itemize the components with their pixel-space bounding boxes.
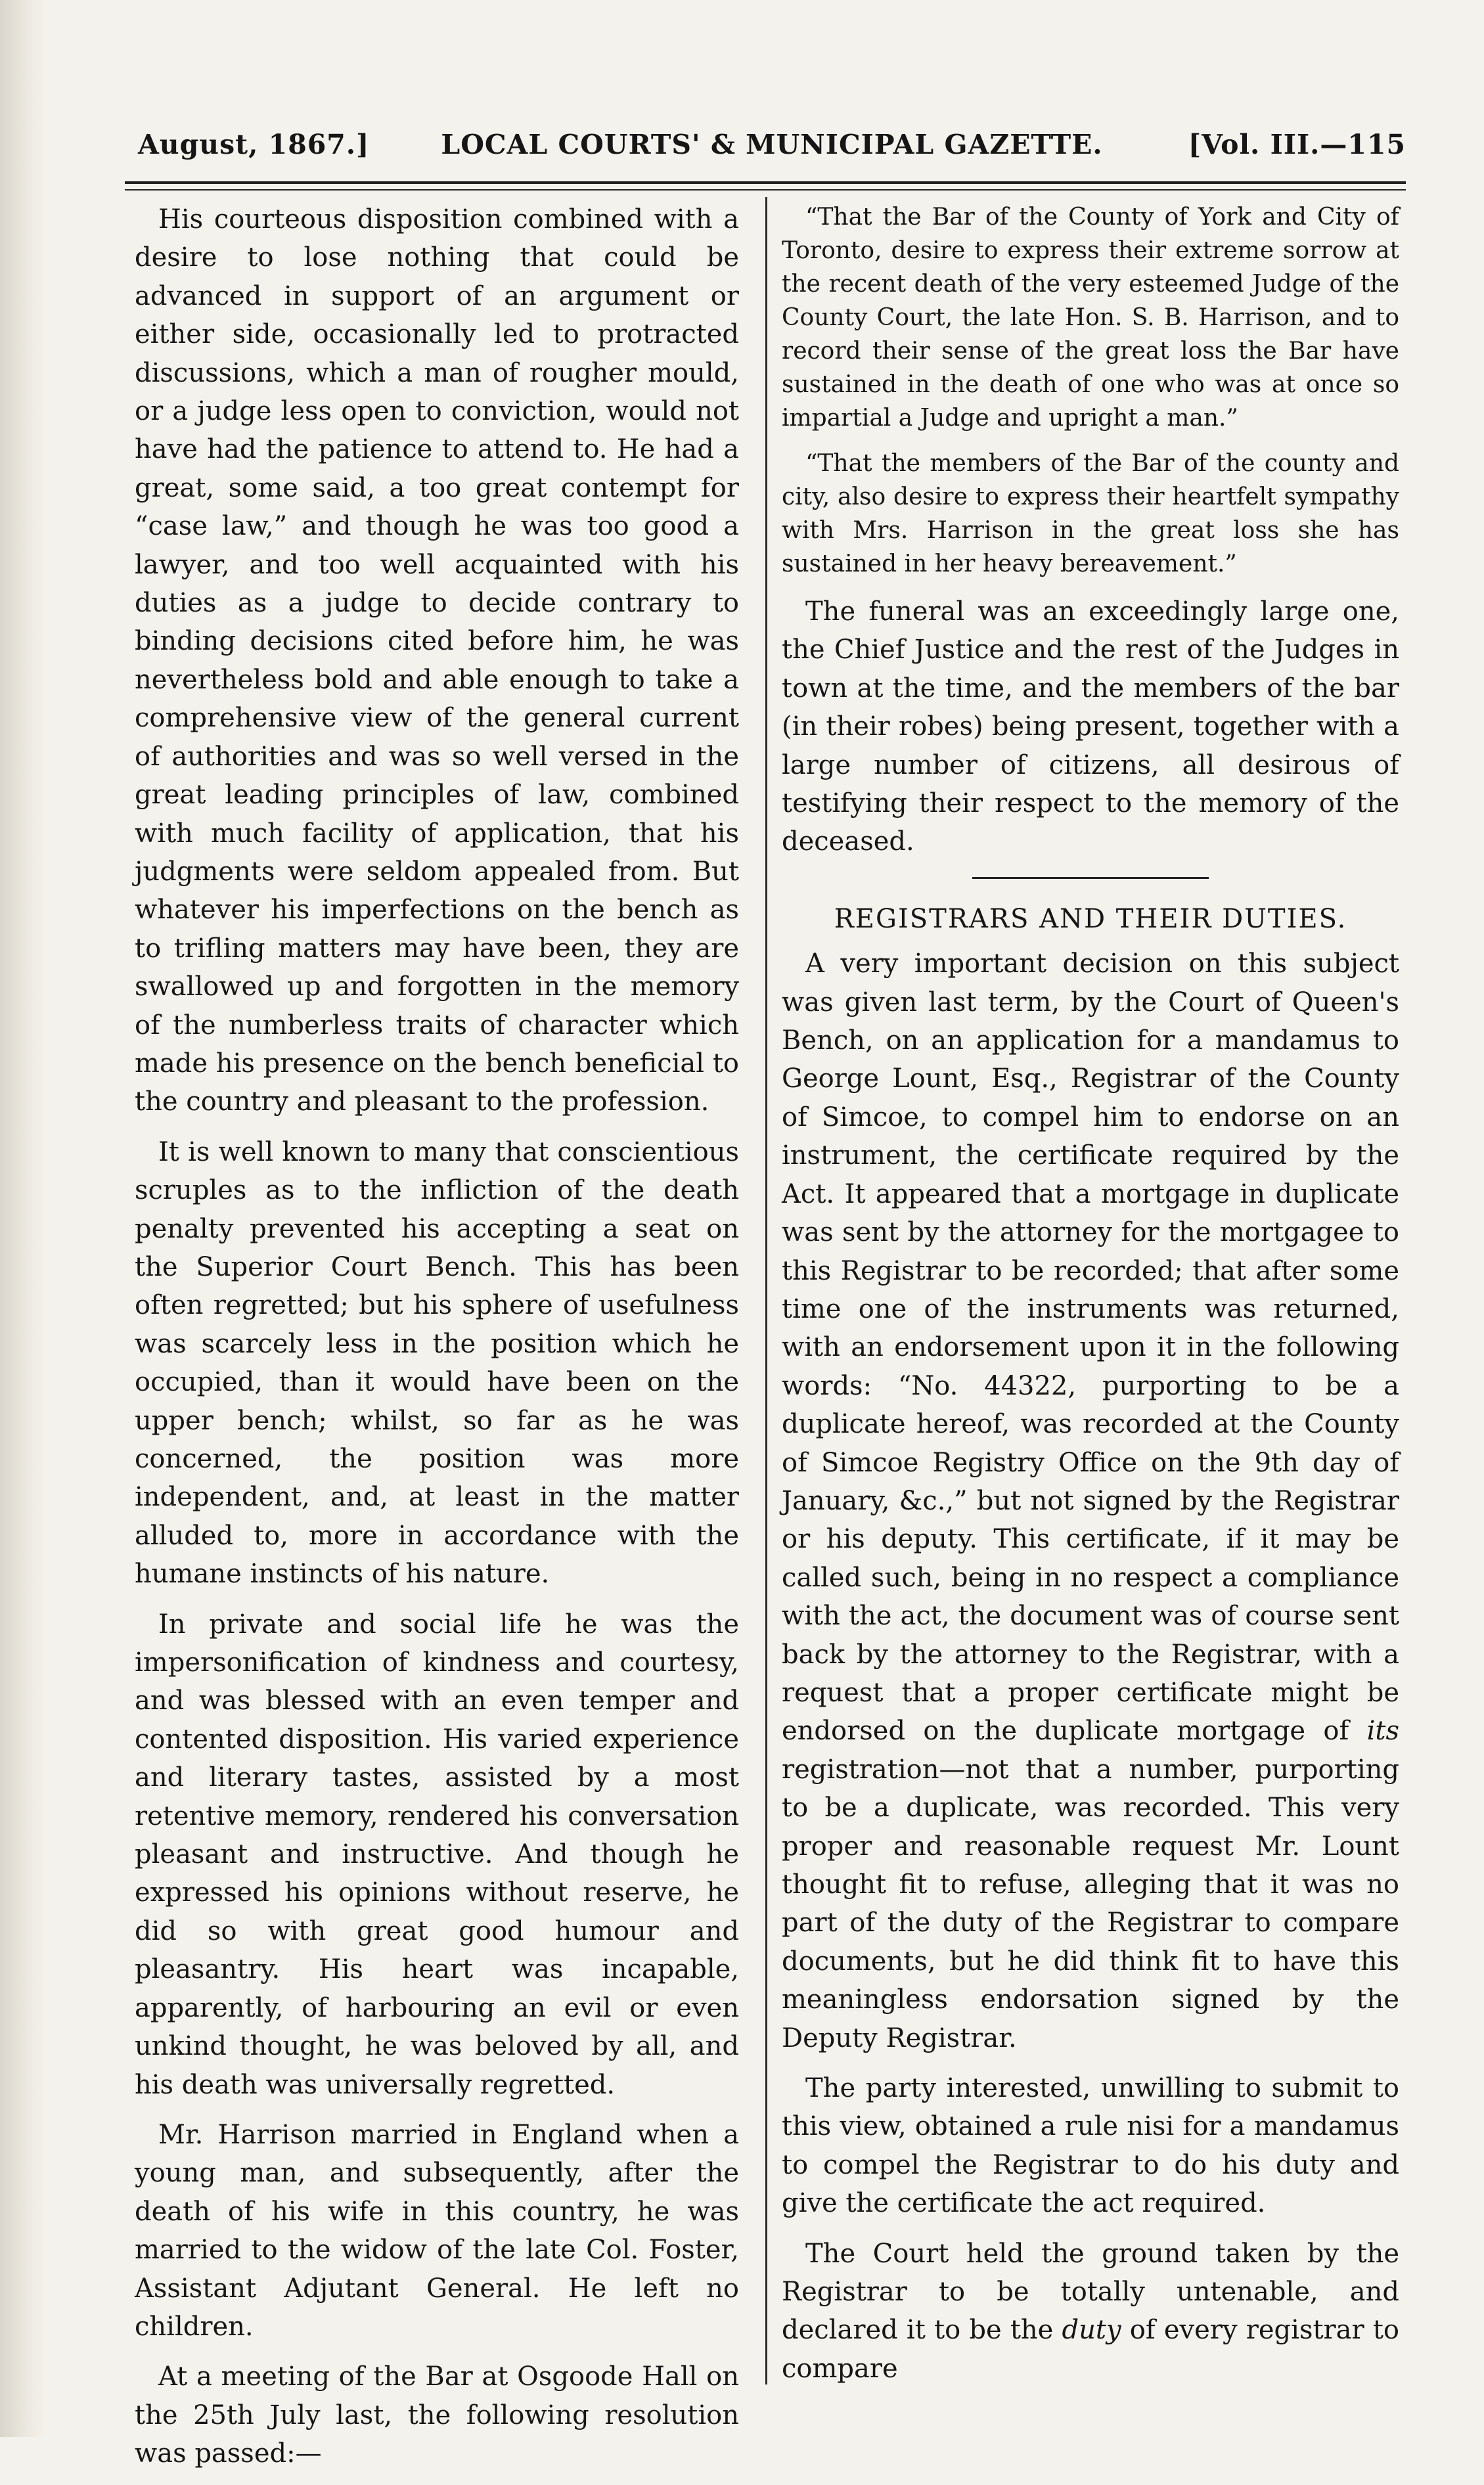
header-rule-thick: [125, 181, 1406, 184]
registrars-paragraph-3: [782, 2235, 1399, 2388]
left-paragraph-2: It is well known to many that conscientious scruples as to the infliction of the death penalty prevented his accepting a seat on the Superior Court Bench. This has been often regretted; but his sphere of usefulness was scarcely less in the position which he occupied, than it would have been on the upper bench; whilst, so far as he was concerned, the position was more independent, and, at least in the matter alluded to, more in accordance with the humane instincts of his nature.: [135, 1136, 739, 1590]
registrars-paragraph-1-end: registration—not that a number, purporting to be a duplicate, was recorded. This very proper and reasonable request Mr. Lount thought fit to refuse, alleging that it was no part of the duty of the Registrar to compare documents, but he did think fit to have this meaningless endorsation signed by the Deputy Registrar.: [782, 1754, 1399, 2053]
registrars-paragraph-1-italic: its: [1366, 1716, 1399, 1747]
left-paragraph-3: In private and social life he was the impersonification of kindness and courtesy, and was blessed with an even temper and contented disposition. His varied experience and literary tastes, assisted by a most retentive memory, rendered his conversation pleasant and instructive. And though he expressed his opinions without reserve, he did so with great good humour and pleasantry. His heart was incapable, apparently, of harbouring an evil or even unkind thought, he was beloved by all, and his death was universally regretted.: [135, 1609, 739, 2100]
registrars-paragraph-3-italic: duty: [1062, 2315, 1121, 2346]
registrars-paragraph-3-text: The Court held the ground taken by the Registrar to be totally untenable, and declared it to be the: [782, 2238, 1399, 2346]
resolution-2: “That the members of the Bar of the county and city, also desire to express their heartfelt sympathy with Mrs. Harrison in the great loss she has sustained in her heavy bereavement.”: [782, 450, 1399, 577]
registrars-paragraph-1-text: A very important decision on this subject was given last term, by the Court of Queen's Bench, on an application for a mandamus to George Lount, Esq., Registrar of the County of Simcoe, to compel him to endorse on an instrument, the certificate required by the Act. It appeared that a mortgage in duplicate was sent by the attorney for the mortgagee to this Registrar to be recorded; that after some time one of the instruments was returned, with an endorsement upon it in the following words: “No. 44322, purporting to be a duplicate hereof, was recorded at the County of Simcoe Registry Office on the 9th day of January, &c.,” but not signed by the Registrar or his deputy. This certificate, if it may be called such, being in no respect a compliance with the act, the document was of course sent back by the attorney to the Registrar, with a request that a proper certificate might be endorsed on the duplicate mortgage of: [782, 949, 1399, 1747]
page-header: [138, 129, 1406, 175]
section-separator: [972, 877, 1209, 879]
header-title: LOCAL COURTS' & MUNICIPAL GAZETTE.: [441, 129, 1103, 160]
header-volume: [Vol. III.—115: [1188, 129, 1406, 160]
left-paragraph-1: His courteous disposition combined with a desire to lose nothing that could be advanced in support of an argument or either side, occasionally led to protracted discussions, which a man of rougher mould, or a judge less open to conviction, would not have had the patience to attend to. He had a great, some said, a too great contempt for “case law,” and though he was too good a lawyer, and too well acquainted with his duties as a judge to decide contrary to binding decisions cited before him, he was nevertheless bold and able enough to take a comprehensive view of the general current of authorities and was so well versed in the great leading principles of law, combined with much facility of application, that his judgments were seldom appealed from. But whatever his imperfections on the bench as to trifling matters may have been, they are swallowed up and forgotten in the memory of the numberless traits of character which made his presence on the bench beneficial to the country and pleasant to the profession.: [135, 204, 739, 1117]
funeral-paragraph: The funeral was an exceedingly large one, the Chief Justice and the rest of the Judges in town at the time, and the members of the bar (in their robes) being present, together with a large number of citizens, all desirous of testifying their respect to the memory of the deceased.: [782, 596, 1399, 857]
header-date: August, 1867.]: [138, 129, 370, 160]
left-paragraph-4: Mr. Harrison married in England when a young man, and subsequently, after the death of his wife in this country, he was married to the widow of the late Col. Foster, Assistant Adjutant General. He left no children.: [135, 2119, 739, 2342]
section-heading: REGISTRARS AND THEIR DUTIES.: [834, 903, 1347, 934]
page-spine-shadow: [0, 0, 46, 2437]
registrars-paragraph-3-end: of every registrar to compare: [782, 2315, 1399, 2384]
right-column: [782, 200, 1399, 2400]
registrars-paragraph-2: The party interested, unwilling to submit to this view, obtained a rule nisi for a mandamus to compel the Registrar to do his duty and give the certificate the act required.: [782, 2073, 1399, 2219]
left-column: [135, 200, 739, 2485]
header-rule-thin: [125, 189, 1406, 190]
registrars-paragraph-1: [782, 945, 1399, 2057]
column-divider: [765, 197, 767, 2384]
left-paragraph-5: At a meeting of the Bar at Osgoode Hall on the 25th July last, the following resolution was passed:—: [135, 2362, 739, 2469]
resolution-1: “That the Bar of the County of York and City of Toronto, desire to express their extreme sorrow at the recent death of the very esteemed Judge of the County Court, the late Hon. S. B. Harrison, and to record their sense of the great loss the Bar have sustained in the death of one who was at once so impartial a Judge and upright a man.”: [782, 204, 1399, 432]
